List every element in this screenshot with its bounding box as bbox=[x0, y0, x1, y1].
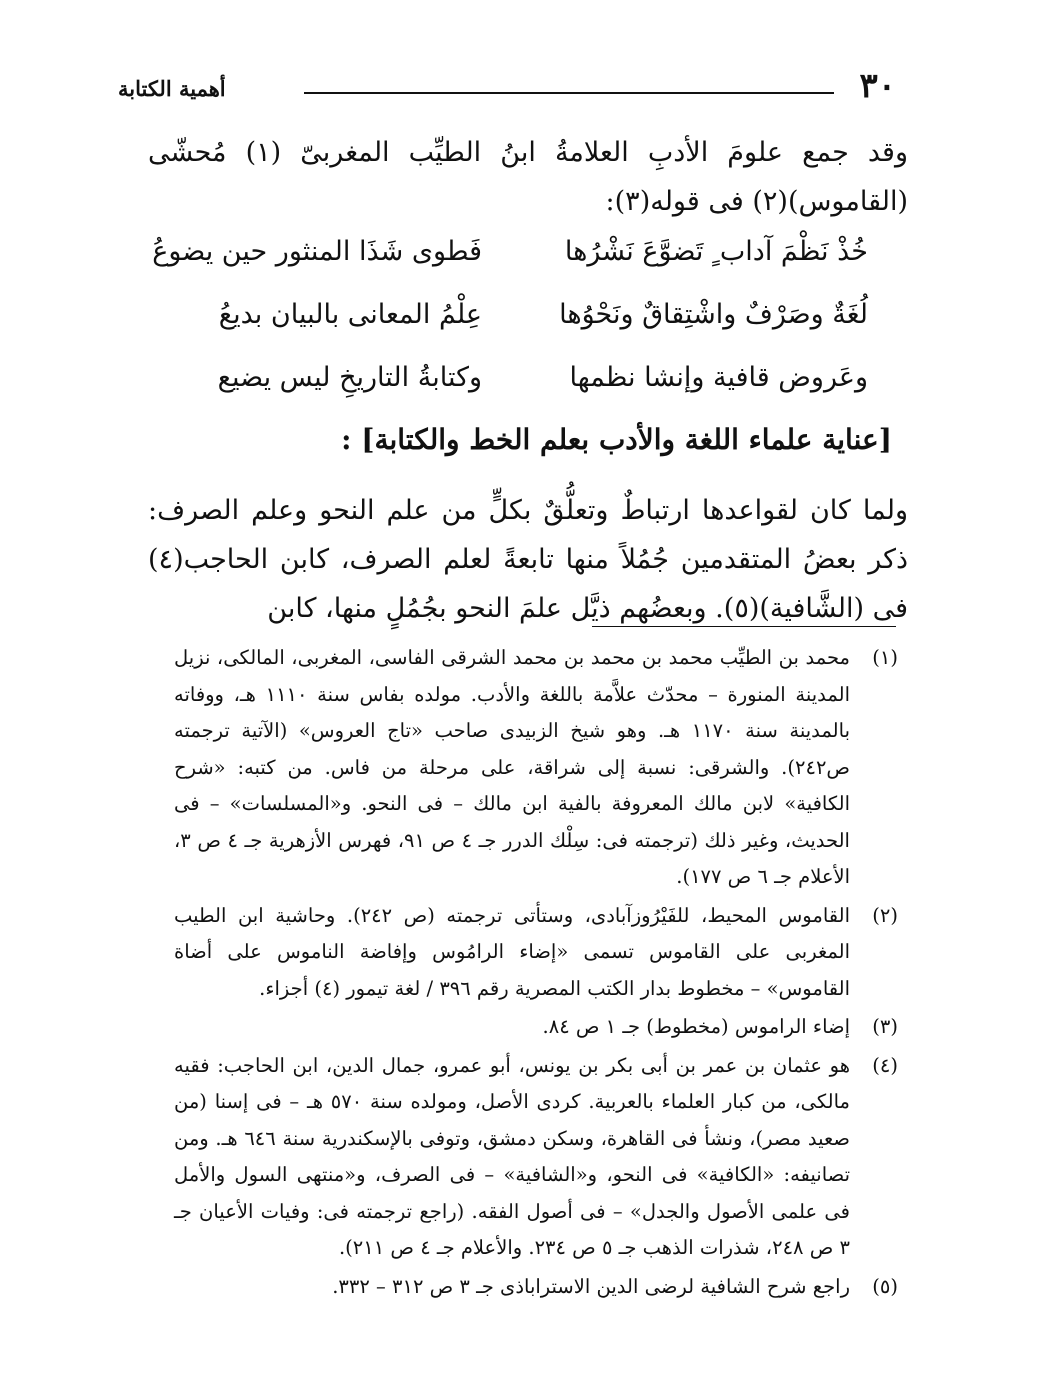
footnote-text: محمد بن الطيِّب محمد بن محمد بن محمد الشرقى الفاسى، المغربى، المالكى، نزيل المدينة المنورة – محدّث علاَّمة باللغة والأدب. مولده بفاس سنة ١١١٠ هـ، ووفاته بالمدينة سنة ١١٧٠ هـ. وهو شيخ الزبيدى صاحب «تاج العروس» (الآتية ترجمته ص٢٤٢). والشرقى: نسبة إلى شراقة، على مرحلة من فاس. من كتبه: «شرح الكافية» لابن مالك المعروفة بالفية ابن مالك – فى النحو. و«المسلسات» – فى الحديث، وغير ذلك (ترجمته فى: سِلْك الدرر جـ ٤ ص ٩١، فهرس الأزهرية جـ ٤ ص ٣، الأعلام جـ ٦ ص ١٧٧). bbox=[174, 646, 851, 888]
footnote-number: (١) bbox=[872, 646, 898, 669]
footnote-text: القاموس المحيط، للفَيْرُوزآبادى، وستأتى ترجمته (ص ٢٤٢). وحاشية ابن الطيب المغربى على القاموس تسمى «إضاء الرامُوس وإفاضة الناموس على أضاة القاموس» – مخطوط بدار الكتب المصرية رقم ٣٩٦ / لغة تيمور (٤) أجزاء. bbox=[174, 903, 850, 1000]
footnote-number: (٥) bbox=[872, 1274, 898, 1298]
verse-first-hemistich: وعَروض قافية وإنشا نظمها bbox=[569, 362, 868, 393]
verse-first-hemistich: خُذْ نَظْمَ آداب ٍ تَضوَّعَ نَشْرُها bbox=[564, 236, 868, 267]
verse-first-hemistich: لُغَةٌ وصَرْفٌ واشْتِقاقٌ ونَحْوُها bbox=[559, 299, 868, 330]
poem-verse bbox=[168, 358, 868, 421]
poem-verse bbox=[168, 295, 868, 358]
page-header bbox=[118, 66, 896, 110]
footnote-separator bbox=[592, 626, 896, 627]
footnote bbox=[174, 898, 898, 1008]
header-rule bbox=[304, 92, 834, 94]
body-paragraph: ولما كان لقواعدها ارتباطٌ وتعلُّقٌ بكلٍّ من علم النحو وعلم الصرف: ذكر بعضُ المتقدمين جُمُلاً منها تابعةً لعلم الصرف، كابن الحاجب(٤) فى (الشَّافية)(٥). وبعضُهم ذيَّل علمَ النحو بجُمُلٍ منها، كابن bbox=[148, 495, 908, 624]
running-title: أهمية الكتابة bbox=[118, 76, 226, 101]
footnote bbox=[174, 1048, 898, 1267]
verse-second-hemistich: وكتابةُ التاريخِ ليس يضيع bbox=[217, 362, 482, 393]
footnote-text: هو عثمان بن عمر بن أبى بكر بن يونس، أبو عمرو، جمال الدين، ابن الحاجب: فقيه مالكى، من كبار العلماء بالعربية. كردى الأصل، ومولده سنة ٥٧٠ هـ – فى إسنا (من صعيد مصر)، ونشأ فى القاهرة، وسكن دمشق، وتوفى بالإسكندرية سنة ٦٤٦ هـ. ومن تصانيفه: «الكافية» فى النحو، و«الشافية» – فى الصرف، و«منتهى السول والأمل فى علمى الأصول والجدل» – فى أصول الفقه. (راجع ترجمته فى: وفيات الأعيان جـ ٣ ص ٢٤٨، شذرات الذهب جـ ٥ ص ٢٣٤. والأعلام جـ ٤ ص ٢١١). bbox=[174, 1053, 851, 1259]
footnote bbox=[174, 640, 898, 896]
poem-verse bbox=[152, 232, 868, 295]
footnote-text: راجع شرح الشافية لرضى الدين الاستراباذى جـ ٣ ص ٣١٢ – ٣٣٢. bbox=[332, 1274, 850, 1298]
footnote-text: إضاء الراموس (مخطوط) جـ ١ ص ٨٤. bbox=[542, 1015, 850, 1038]
footnote-number: (٤) bbox=[872, 1053, 898, 1077]
page-number: ٣٠ bbox=[859, 66, 896, 106]
section-heading: [عناية علماء اللغة والأدب بعلم الخط والكتابة] : bbox=[341, 423, 892, 456]
verse-second-hemistich: فَطوى شَذَا المنثور حين يضوعُ bbox=[152, 236, 482, 267]
intro-paragraph: وقد جمع علومَ الأدبِ العلامةُ ابنُ الطيِّب المغربىّ (١) مُحشّى (القاموس)(٢) فى قوله(٣): bbox=[148, 137, 908, 217]
footnotes bbox=[174, 640, 898, 1307]
footnote bbox=[174, 1009, 898, 1046]
footnote-number: (٢) bbox=[872, 903, 898, 927]
footnote-number: (٣) bbox=[872, 1015, 898, 1038]
footnote bbox=[174, 1269, 898, 1306]
poem bbox=[152, 232, 868, 421]
verse-second-hemistich: عِلْمُ المعانى بالبيان بديعُ bbox=[218, 299, 482, 330]
